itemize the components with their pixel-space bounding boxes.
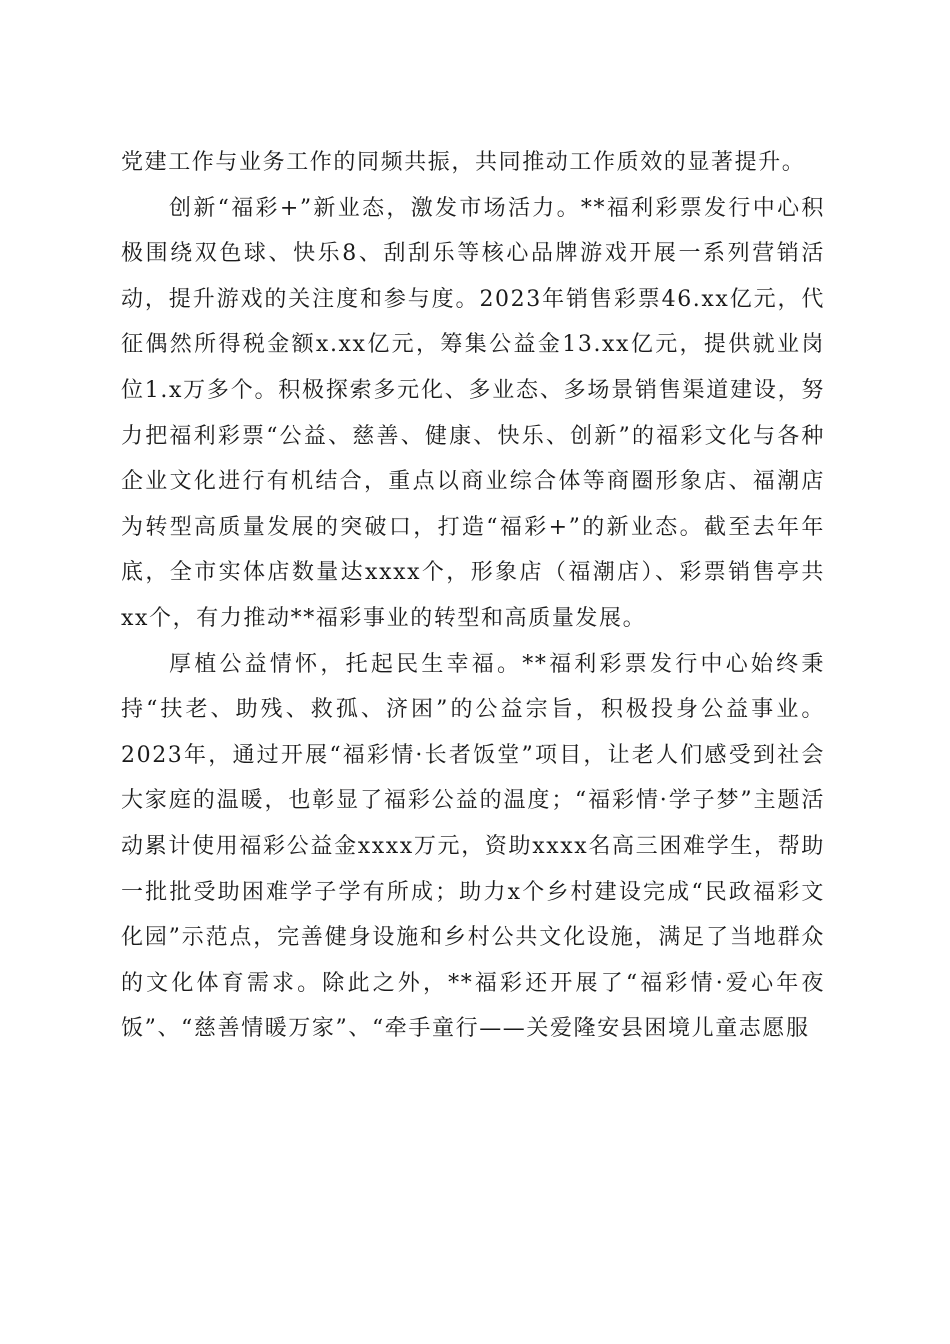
document-body	[121, 140, 825, 1052]
paragraph-fucai-plus-business: 创新“福彩+”新业态，激发市场活力。**福利彩票发行中心积极围绕双色球、快乐8、刮刮乐等核心品牌游戏开展一系列营销活动，提升游戏的关注度和参与度。2023年销售彩票46.xx亿元，代征偶然所得税金额x.xx亿元，筹集公益金13.xx亿元，提供就业岗位1.x万多个。积极探索多元化、多业态、多场景销售渠道建设，努力把福利彩票“公益、慈善、健康、快乐、创新”的福彩文化与各种企业文化进行有机结合，重点以商业综合体等商圈形象店、福潮店为转型高质量发展的突破口，打造“福彩+”的新业态。截至去年年底，全市实体店数量达xxxx个，形象店（福潮店）、彩票销售亭共xx个，有力推动**福彩事业的转型和高质量发展。	[121, 195, 825, 631]
paragraph-public-welfare: 厚植公益情怀，托起民生幸福。**福利彩票发行中心始终秉持“扶老、助残、救孤、济困”的公益宗旨，积极投身公益事业。2023年，通过开展“福彩情·长者饭堂”项目，让老人们感受到社会大家庭的温暖，也彰显了福彩公益的温度；“福彩情·学子梦”主题活动累计使用福彩公益金xxxx万元，资助xxxx名高三困难学生，帮助一批批受助困难学子学有所成；助力x个乡村建设完成“民政福彩文化园”示范点，完善健身设施和乡村公共文化设施，满足了当地群众的文化体育需求。除此之外，**福彩还开展了“福彩情·爱心年夜饭”、“慈善情暖万家”、“牵手童行——关爱隆安县困境儿童志愿服	[121, 651, 825, 1042]
paragraph-party-building-continuation: 党建工作与业务工作的同频共振，共同推动工作质效的显著提升。	[121, 150, 806, 175]
